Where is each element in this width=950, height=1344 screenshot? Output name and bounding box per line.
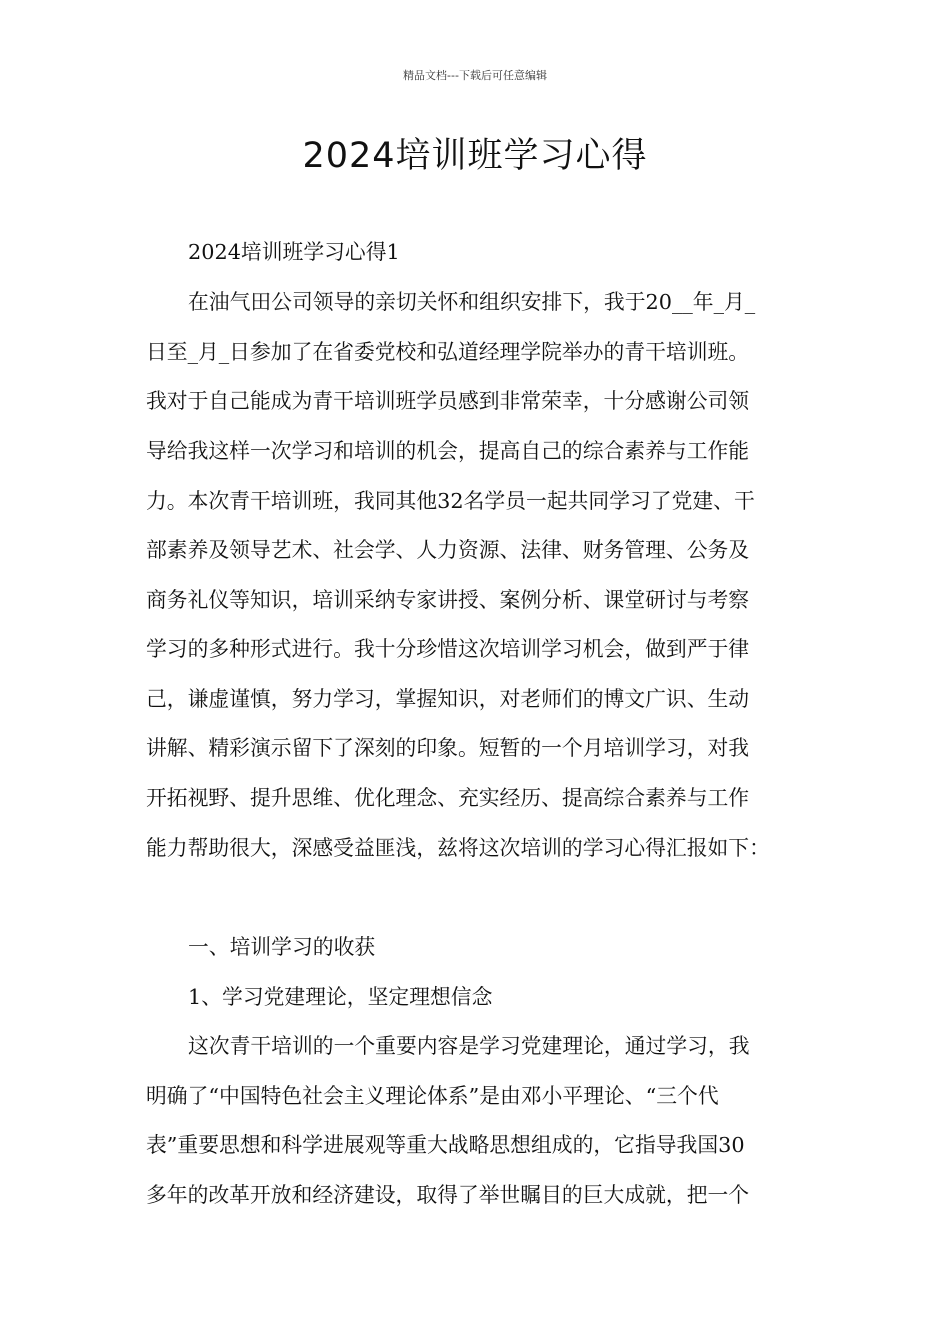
paragraph-line: 导给我这样一次学习和培训的机会，提高自己的综合素养与工作能 [146, 439, 750, 463]
paragraph-line: 日至_月_日参加了在省委党校和弘道经理学院举办的青干培训班。 [146, 340, 750, 364]
page-header: 精品文档---下载后可任意编辑 [403, 69, 547, 82]
document-title: 2024培训班学习心得 [302, 136, 648, 176]
paragraph-line: 我对于自己能成为青干培训班学员感到非常荣幸，十分感谢公司领 [146, 389, 750, 413]
paragraph-line: 多年的改革开放和经济建设，取得了举世瞩目的巨大成就，把一个 [146, 1183, 750, 1207]
subsection-heading: 1、学习党建理论，坚定理想信念 [188, 985, 493, 1009]
paragraph-line: 己，谦虚谨慎，努力学习，掌握知识，对老师们的博文广识、生动 [146, 687, 750, 711]
paragraph-line: 明确了“中国特色社会主义理论体系”是由邓小平理论、“三个代 [146, 1084, 719, 1108]
section-heading: 一、培训学习的收获 [188, 935, 376, 959]
paragraph-line: 讲解、精彩演示留下了深刻的印象。短暂的一个月培训学习，对我 [146, 736, 750, 760]
paragraph-line: 表”重要思想和科学进展观等重大战略思想组成的，它指导我国30 [146, 1133, 745, 1157]
paragraph-line: 在油气田公司领导的亲切关怀和组织安排下，我于20__年_月_ [188, 290, 756, 314]
paragraph-line: 能力帮助很大，深感受益匪浅，兹将这次培训的学习心得汇报如下： [146, 836, 770, 860]
paragraph-line: 开拓视野、提升思维、优化理念、充实经历、提高综合素养与工作 [146, 786, 750, 810]
paragraph-line: 部素养及领导艺术、社会学、人力资源、法律、财务管理、公务及 [146, 538, 750, 562]
section-subtitle: 2024培训班学习心得1 [188, 240, 400, 264]
paragraph-line: 学习的多种形式进行。我十分珍惜这次培训学习机会，做到严于律 [146, 637, 750, 661]
paragraph-line: 这次青干培训的一个重要内容是学习党建理论，通过学习，我 [188, 1034, 750, 1058]
paragraph-line: 商务礼仪等知识，培训采纳专家讲授、案例分析、课堂研讨与考察 [146, 588, 750, 612]
paragraph-line: 力。本次青干培训班，我同其他32名学员一起共同学习了党建、干 [146, 489, 755, 513]
